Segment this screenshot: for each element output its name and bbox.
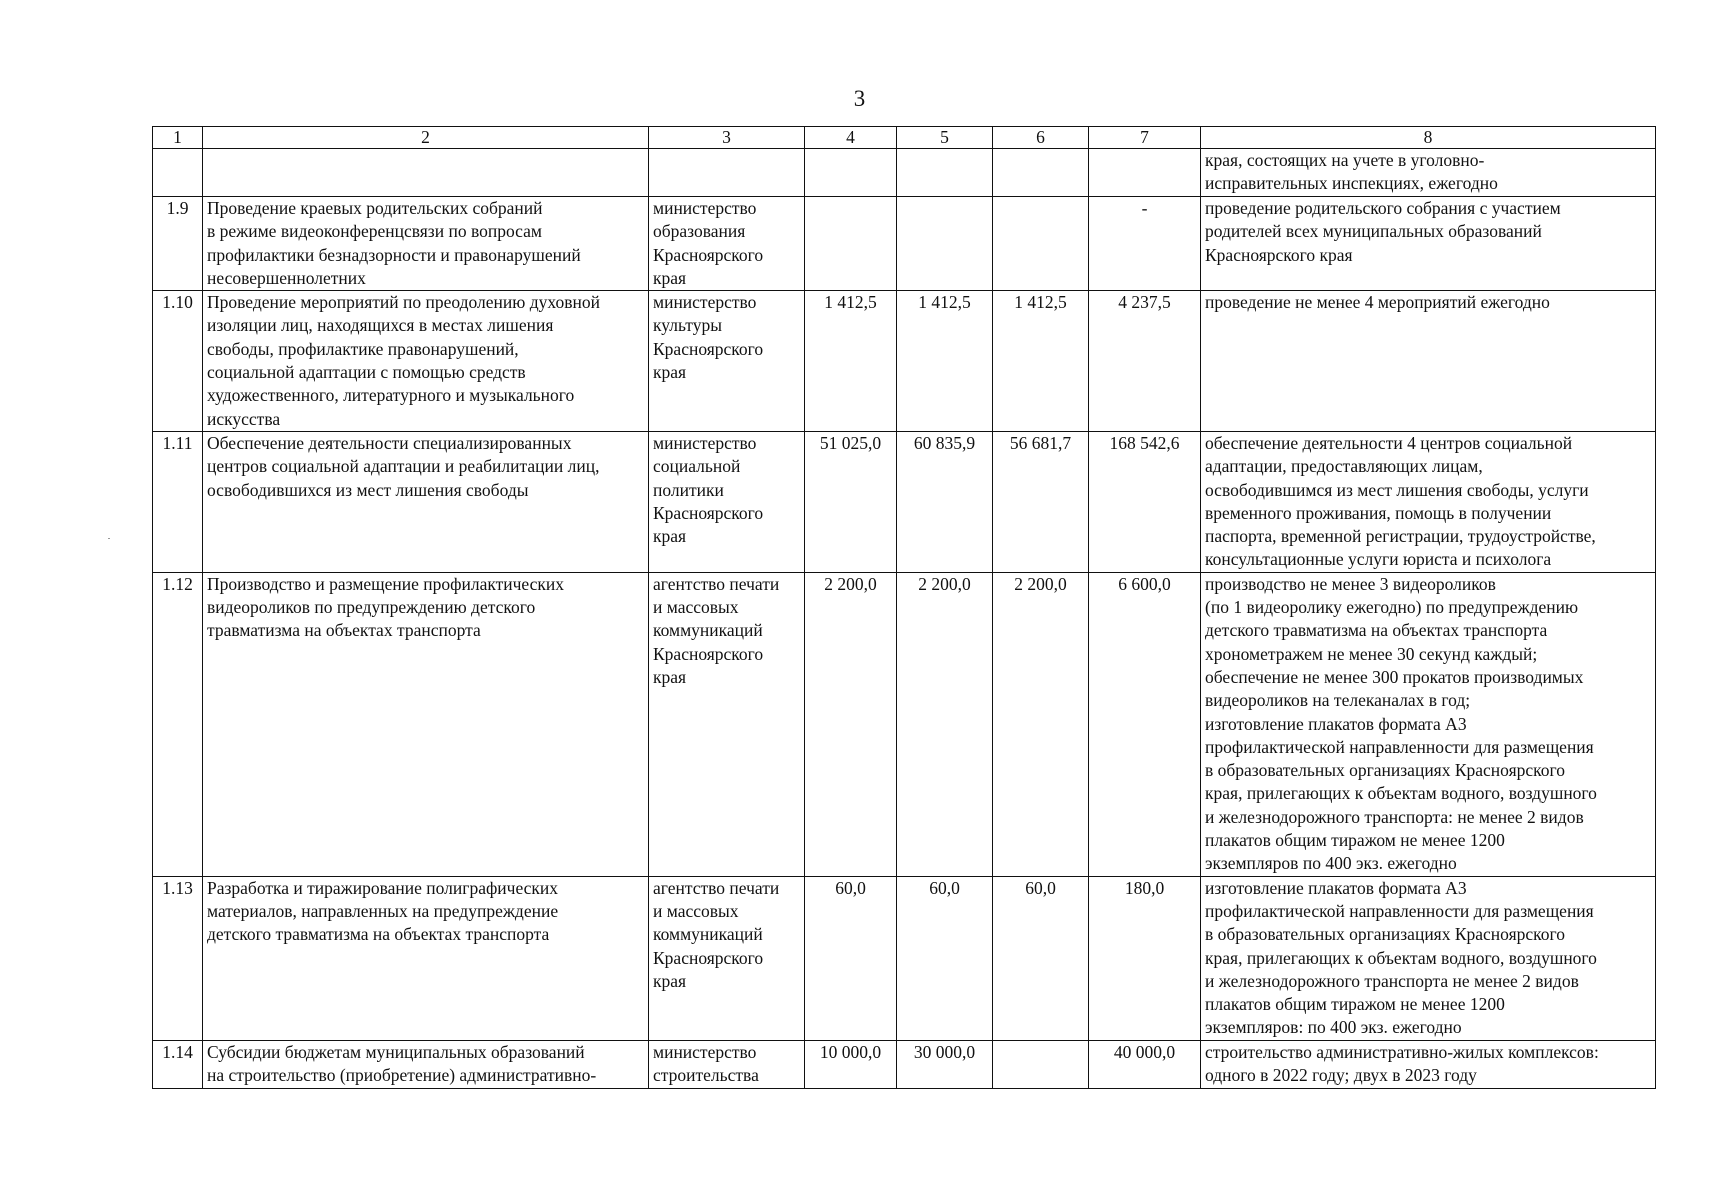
- amount-total: 40 000,0: [1089, 1040, 1201, 1088]
- column-number-row: [153, 127, 1656, 149]
- executor: министерство строительства: [649, 1040, 805, 1088]
- expected-result: строительство административно-жилых комплексов: одного в 2022 году; двух в 2023 году: [1201, 1040, 1656, 1088]
- executor: агентство печати и массовых коммуникаций Красноярского края: [649, 572, 805, 876]
- table-row: [153, 431, 1656, 572]
- column-number: 6: [993, 127, 1089, 149]
- column-number: 1: [153, 127, 203, 149]
- row-number: 1.13: [153, 876, 203, 1040]
- amount-col-4: 1 412,5: [805, 291, 897, 432]
- amount-total: 180,0: [1089, 876, 1201, 1040]
- expected-result: обеспечение деятельности 4 центров социальной адаптации, предоставляющих лицам, освободившимся из мест лишения свободы, услуги временного проживания, помощь в получении паспорта, временной регистрации, трудоустройстве, консультационные услуги юриста и психолога: [1201, 431, 1656, 572]
- measure-name: Субсидии бюджетам муниципальных образований на строительство (приобретение) административно-: [203, 1040, 649, 1088]
- amount-total: 6 600,0: [1089, 572, 1201, 876]
- measure-name: [203, 149, 649, 197]
- amount-col-5: 1 412,5: [897, 291, 993, 432]
- amount-col-6: [993, 149, 1089, 197]
- executor: министерство социальной политики Красноярского края: [649, 431, 805, 572]
- amount-total: 4 237,5: [1089, 291, 1201, 432]
- column-number: 3: [649, 127, 805, 149]
- row-number: 1.9: [153, 197, 203, 291]
- amount-col-5: 30 000,0: [897, 1040, 993, 1088]
- column-number: 2: [203, 127, 649, 149]
- table-row: [153, 572, 1656, 876]
- executor: агентство печати и массовых коммуникаций Красноярского края: [649, 876, 805, 1040]
- column-number: 5: [897, 127, 993, 149]
- table-row: [153, 876, 1656, 1040]
- amount-total: 168 542,6: [1089, 431, 1201, 572]
- table-row: [153, 197, 1656, 291]
- expected-result: изготовление плакатов формата А3 профилактической направленности для размещения в образовательных организациях Красноярского края, прилегающих к объектам водного, воздушного и железнодорожного транспорта не менее 2 видов плакатов общим тиражом не менее 1200 экземпляров: по 400 экз. ежегодно: [1201, 876, 1656, 1040]
- expected-result: проведение не менее 4 мероприятий ежегодно: [1201, 291, 1656, 432]
- amount-col-5: 60,0: [897, 876, 993, 1040]
- amount-total: -: [1089, 197, 1201, 291]
- scan-artifact: [108, 538, 110, 539]
- amount-col-6: 1 412,5: [993, 291, 1089, 432]
- amount-col-6: 60,0: [993, 876, 1089, 1040]
- row-number: 1.12: [153, 572, 203, 876]
- amount-col-6: 56 681,7: [993, 431, 1089, 572]
- table-row: [153, 291, 1656, 432]
- executor: министерство культуры Красноярского края: [649, 291, 805, 432]
- measure-name: Обеспечение деятельности специализированных центров социальной адаптации и реабилитации лиц, освободившихся из мест лишения свободы: [203, 431, 649, 572]
- amount-col-4: [805, 197, 897, 291]
- executor: [649, 149, 805, 197]
- column-number: 4: [805, 127, 897, 149]
- expected-result: производство не менее 3 видеороликов (по 1 видеоролику ежегодно) по предупреждению детского травматизма на объектах транспорта хронометражем не менее 30 секунд каждый; обеспечение не менее 300 прокатов производимых видеороликов на телеканалах в год; изготовление плакатов формата А3 профилактической направленности для размещения в образовательных организациях Красноярского края, прилегающих к объектам водного, воздушного и железнодорожного транспорта: не менее 2 видов плакатов общим тиражом не менее 1200 экземпляров по 400 экз. ежегодно: [1201, 572, 1656, 876]
- table-row: [153, 149, 1656, 197]
- amount-col-5: [897, 197, 993, 291]
- measure-name: Разработка и тиражирование полиграфических материалов, направленных на предупреждение детского травматизма на объектах транспорта: [203, 876, 649, 1040]
- column-number: 8: [1201, 127, 1656, 149]
- row-number: 1.10: [153, 291, 203, 432]
- amount-col-6: 2 200,0: [993, 572, 1089, 876]
- amount-col-6: [993, 197, 1089, 291]
- measures-table: [152, 126, 1656, 1089]
- measure-name: Проведение краевых родительских собраний в режиме видеоконференцсвязи по вопросам профилактики безнадзорности и правонарушений несовершеннолетних: [203, 197, 649, 291]
- expected-result: края, состоящих на учете в уголовно- исправительных инспекциях, ежегодно: [1201, 149, 1656, 197]
- amount-col-4: 10 000,0: [805, 1040, 897, 1088]
- amount-total: [1089, 149, 1201, 197]
- amount-col-5: 60 835,9: [897, 431, 993, 572]
- amount-col-4: 60,0: [805, 876, 897, 1040]
- row-number: 1.11: [153, 431, 203, 572]
- page-number: 3: [853, 86, 866, 111]
- amount-col-4: 2 200,0: [805, 572, 897, 876]
- table-row: [153, 1040, 1656, 1088]
- amount-col-5: 2 200,0: [897, 572, 993, 876]
- row-number: [153, 149, 203, 197]
- expected-result: проведение родительского собрания с участием родителей всех муниципальных образований Красноярского края: [1201, 197, 1656, 291]
- measure-name: Проведение мероприятий по преодолению духовной изоляции лиц, находящихся в местах лишения свободы, профилактике правонарушений, социальной адаптации с помощью средств художественного, литературного и музыкального искусства: [203, 291, 649, 432]
- measure-name: Производство и размещение профилактических видеороликов по предупреждению детского травматизма на объектах транспорта: [203, 572, 649, 876]
- row-number: 1.14: [153, 1040, 203, 1088]
- amount-col-6: [993, 1040, 1089, 1088]
- amount-col-4: 51 025,0: [805, 431, 897, 572]
- amount-col-5: [897, 149, 993, 197]
- executor: министерство образования Красноярского края: [649, 197, 805, 291]
- column-number: 7: [1089, 127, 1201, 149]
- amount-col-4: [805, 149, 897, 197]
